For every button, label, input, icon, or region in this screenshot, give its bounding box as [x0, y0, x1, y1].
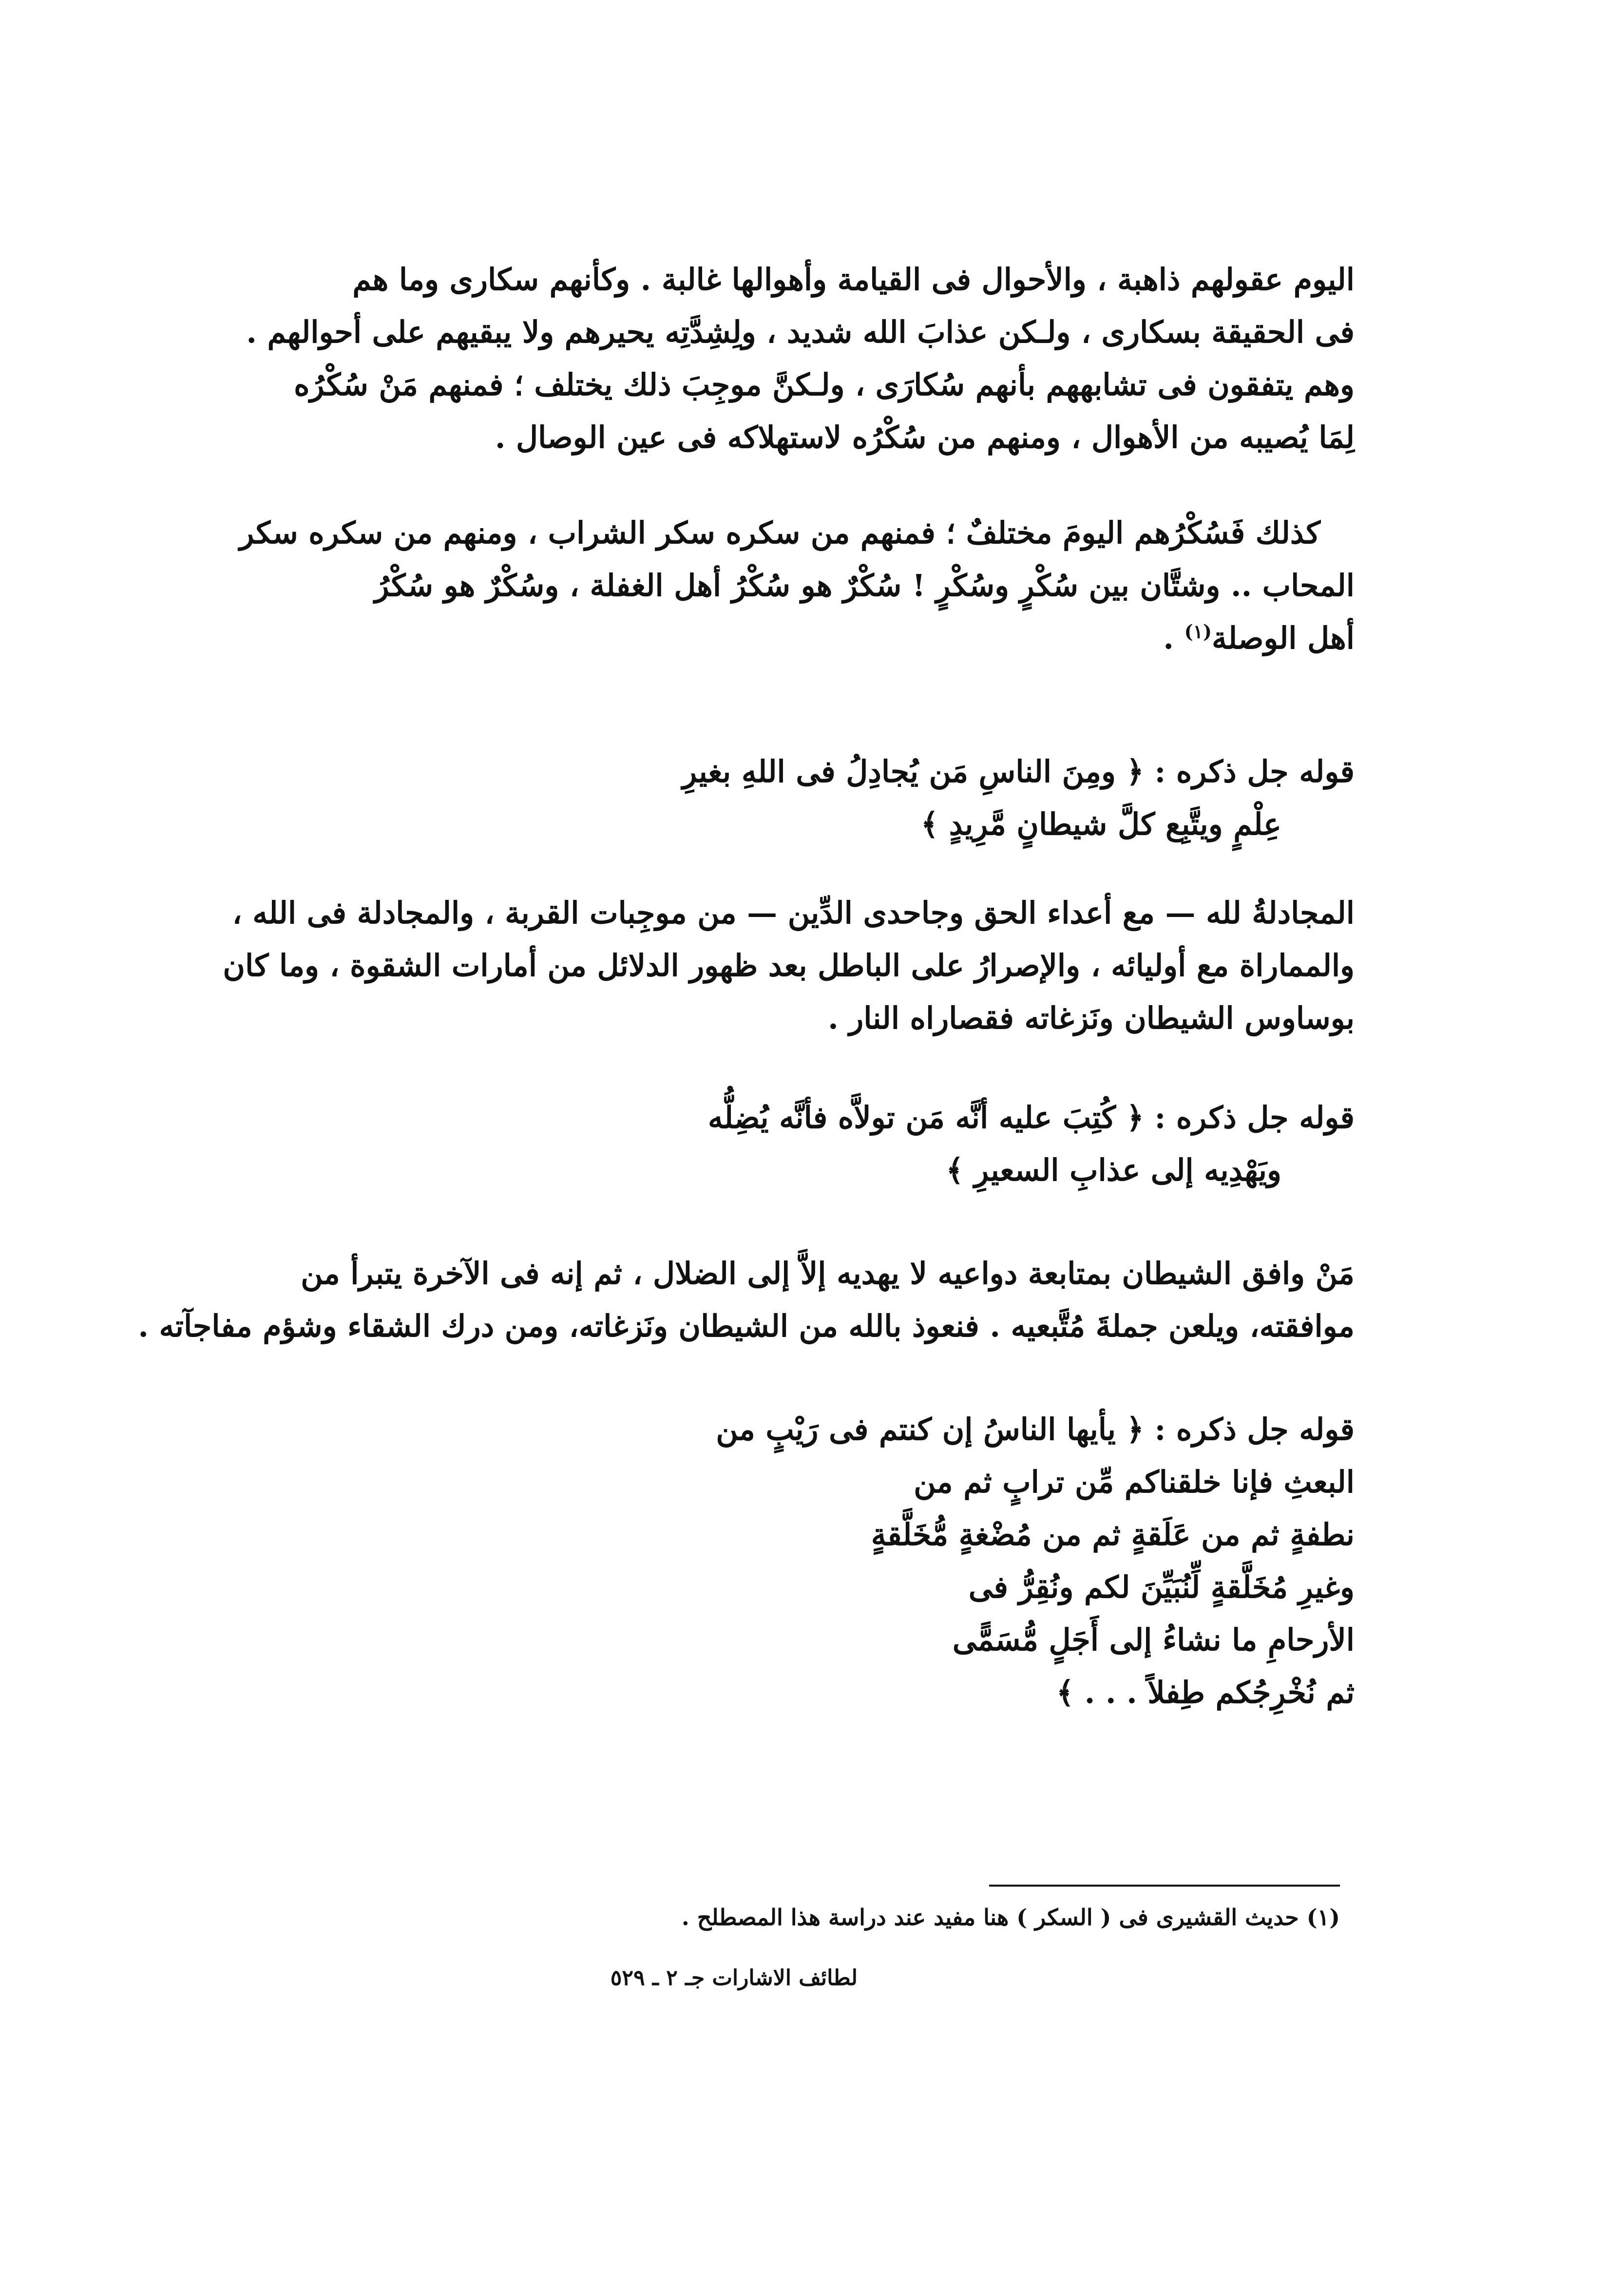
verse-line: نطفةٍ ثم من عَلَقةٍ ثم من مُضْغةٍ مُّخَلَّقةٍ [871, 1517, 1355, 1552]
verse-line: ويَهْدِيه إلى عذابِ السعيرِ ﴾ [946, 1152, 1281, 1188]
verse-line: قوله جل ذكره : ﴿ يأيها الناسُ إن كنتم فى رَيْبٍ من [716, 1412, 1355, 1447]
paragraph-1 [246, 253, 1355, 464]
verse-line: الأرحامِ ما نشاءُ إلى أَجَلٍ مُّسَمًّى [952, 1622, 1355, 1658]
page-footer: لطائف الاشارات جـ ٢ ـ ٥٢٩ [610, 1966, 858, 1990]
quran-verse-2 [292, 1091, 1355, 1197]
verse-line: ثم نُخْرِجُكم طِفلاً . . . ﴾ [1056, 1675, 1355, 1710]
text-line: والمماراة مع أوليائه ، والإصرارُ على الباطل بعد ظهور الدلائل من أمارات الشقوة ، وما كان [223, 948, 1355, 983]
text-line: المجادلةُ لله — مع أعداء الحق وجاحدى الدِّين — من موجِبات القربة ، والمجادلة فى الله ، [232, 895, 1355, 931]
text-line: مَنْ وافق الشيطان بمتابعة دواعيه لا يهديه إلاَّ إلى الضلال ، ثم إنه فى الآخرة يتبرأ من [301, 1256, 1355, 1291]
text-line [292, 612, 1355, 665]
paragraph-3 [223, 887, 1355, 1045]
text-punctuation: . [1163, 620, 1185, 656]
text-line: موافقته، ويلعن جملةَ مُتَّبعيه . فنعوذ بالله من الشيطان ونَزغاته، ومن درك الشقاء وشؤم مفاجآته . [138, 1308, 1355, 1344]
verse-line: عِلْمٍ ويتَّبِع كلَّ شيطانٍ مَّرِيدٍ ﴾ [920, 806, 1281, 842]
footnote: (١) حديث القشيرى فى ( السكر ) هنا مفيد عند دراسة هذا المصطلح . [681, 1904, 1340, 1930]
footnote-divider [989, 1885, 1340, 1887]
text-line: كذلك فَسُكْرُهم اليومَ مختلفٌ ؛ فمنهم من سكره سكر الشراب ، ومنهم من سكره سكر [239, 515, 1320, 551]
text-line: المحاب .. وشتَّان بين سُكْرٍ وسُكْرٍ ! سُكْرٌ هو سُكْرُ أهل الغفلة ، وسُكْرٌ هو سُكْرُ [374, 568, 1355, 603]
quran-verse-1 [292, 745, 1355, 851]
text-line: لِمَا يُصيبه من الأهوال ، ومنهم من سُكْرُه لاستهلاكه فى عين الوصال . [495, 420, 1355, 455]
verse-line: وغيرِ مُخَلَّقةٍ لِّنُبَيِّنَ لكم ونُقِرُّ فى [968, 1569, 1355, 1605]
footnote-reference: (١) [1184, 620, 1212, 643]
paragraph-4 [138, 1247, 1355, 1353]
verse-line: البعثِ فإنا خلقناكم مِّن ترابٍ ثم من [914, 1464, 1355, 1500]
quran-verse-3 [643, 1403, 1355, 1719]
text-line: بوساوس الشيطان ونَزغاته فقصاراه النار . [828, 1000, 1355, 1036]
text-line: وهم يتفقون فى تشابههم بأنهم سُكارَى ، ولـكنَّ موجِبَ ذلك يختلف ؛ فمنهم مَنْ سُكْرُه [294, 367, 1355, 402]
verse-line: قوله جل ذكره : ﴿ كُتِبَ عليه أنَّه مَن تولاَّه فأنَّه يُضِلُّه [707, 1100, 1355, 1135]
text-line: اليوم عقولهم ذاهبة ، والأحوال فى القيامة وأهوالها غالبة . وكأنهم سكارى وما هم [352, 262, 1355, 297]
text-line-end: أهل الوصلة [1211, 620, 1355, 656]
verse-line: قوله جل ذكره : ﴿ ومِنَ الناسِ مَن يُجادِلُ فى اللهِ بغيرِ [682, 754, 1355, 789]
paragraph-2 [239, 507, 1355, 665]
text-line: فى الحقيقة بسكارى ، ولـكن عذابَ الله شديد ، ولِشِدَّتِه يحيرهم ولا يبقيهم على أحوالهم . [246, 314, 1355, 350]
